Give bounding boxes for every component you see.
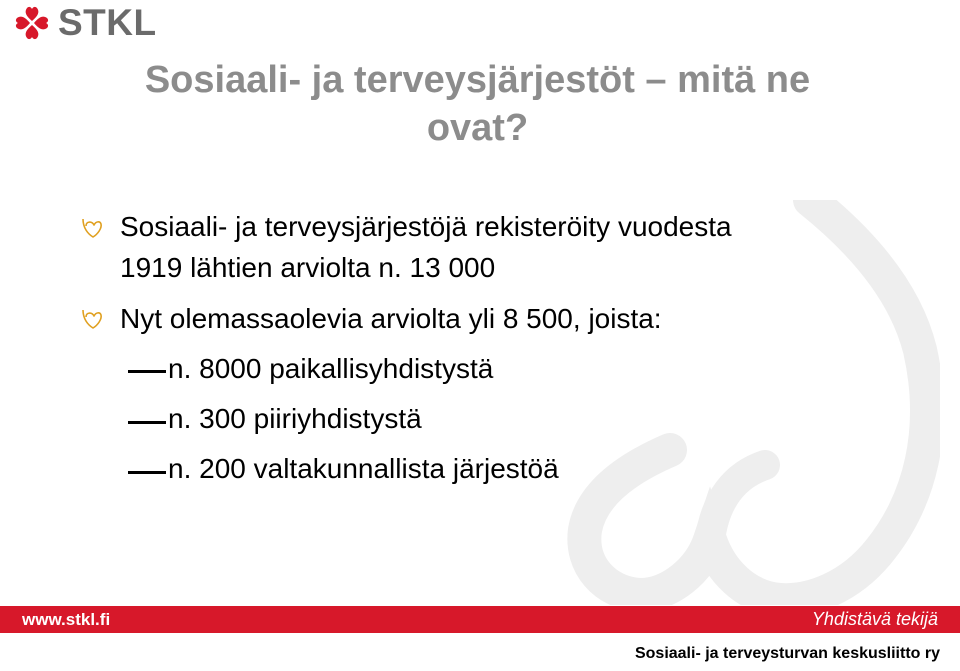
heart-outline-icon: [80, 216, 104, 240]
footer-organization: Sosiaali- ja terveysturvan keskusliitto ry: [634, 645, 940, 662]
dash-marker: [128, 421, 166, 424]
footer-bar: [0, 606, 960, 633]
dash-marker: [128, 471, 166, 474]
heart-outline-icon: [80, 307, 104, 331]
heart-watermark: [560, 200, 940, 605]
sub-item: n. 8000 paikallisyhdistystä: [168, 353, 494, 384]
sub-item: n. 200 valtakunnallista järjestöä: [168, 453, 559, 484]
logo: [10, 4, 157, 42]
dash-marker: [128, 370, 166, 373]
sub-item: n. 300 piiriyhdistystä: [168, 403, 422, 434]
four-hearts-cross-icon: [10, 4, 54, 42]
footer-url[interactable]: www.stkl.fi: [22, 610, 111, 629]
bullet-1-line-1: Sosiaali- ja terveysjärjestöjä rekisteröity vuodesta: [120, 211, 732, 242]
logo-text: STKL: [58, 2, 157, 43]
page-title: Sosiaali- ja terveysjärjestöt – mitä ne ovat?: [144, 59, 811, 149]
bullet-1-line-2: 1919 lähtien arviolta n. 13 000: [120, 252, 496, 283]
footer-slogan: Yhdistävä tekijä: [811, 609, 938, 629]
bullet-2-line-1: Nyt olemassaolevia arviolta yli 8 500, joista:: [120, 303, 662, 334]
